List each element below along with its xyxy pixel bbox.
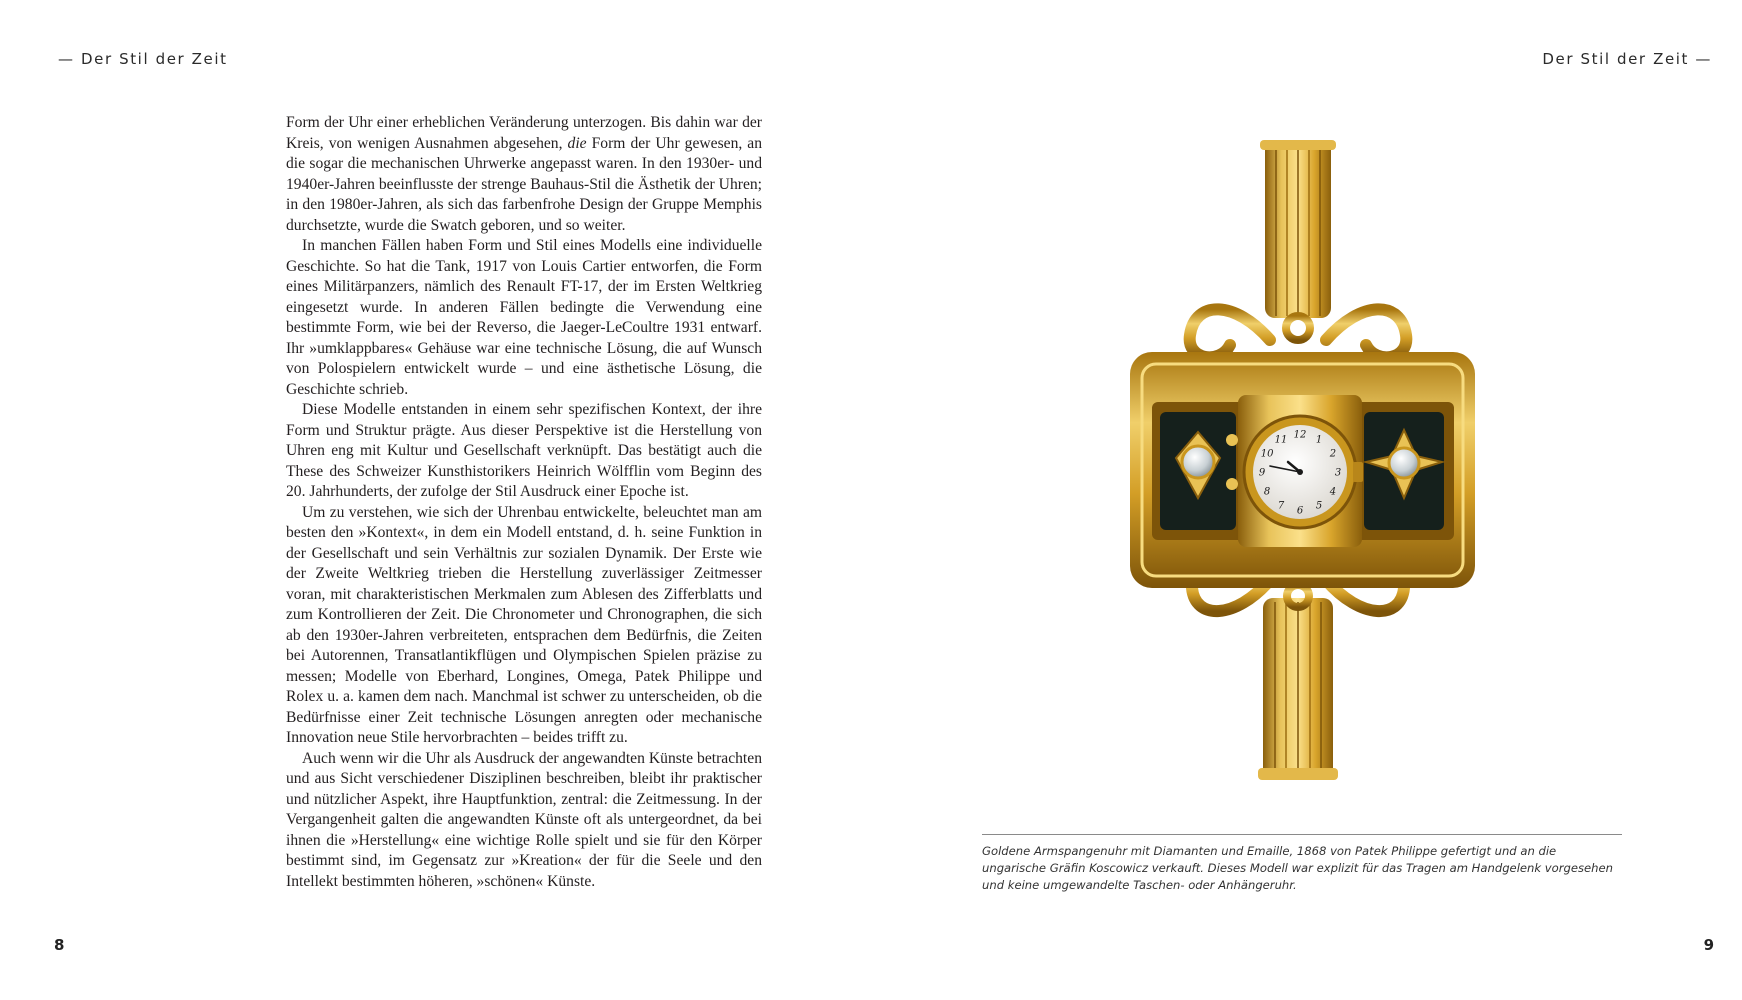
paragraph-5: Auch wenn wir die Uhr als Ausdruck der angewandten Künste betrachten und aus Sicht verschiedener Disziplinen beschreiben, bleibt ihr praktischer und nützlicher Aspekt, ihre Hauptfunktion, zentral: die Zeitmessung. In der Vergangenheit galten die angewandten Künste oft als untergeordnet, da bei ihnen die »Herstellung« eine wichtige Rolle spielt und sie für den Körper bestimmt sind, im Gegensatz zur »Kreation« der für die Seele und den Intellekt bestimmten höheren, »schönen« Künste. xyxy=(286,749,762,890)
dial-numeral: 2 xyxy=(1329,448,1337,460)
lower-band xyxy=(1258,598,1338,780)
dial-numeral: 4 xyxy=(1329,486,1337,498)
running-head-right: Der Stil der Zeit — xyxy=(1542,50,1712,68)
watch-photo xyxy=(1120,140,1500,780)
dial-numeral: 10 xyxy=(1260,448,1274,460)
bangle-watch-illustration xyxy=(1120,140,1500,780)
paragraph-3: Diese Modelle entstanden in einem sehr spezifischen Kontext, der ihre Form und Struktur prägte. Aus dieser Perspektive ist die Herstellung von Uhren eng mit Kultur und Gesellschaft verknüpft. Das bestätigt auch die These des Schweizer Kunsthistorikers Heinrich Wölfflin vom Beginn des 20. Jahrhunderts, der zufolge der Stil Ausdruck einer Epoche ist. xyxy=(286,401,762,500)
dial-numeral: 1 xyxy=(1315,434,1323,446)
upper-band xyxy=(1260,140,1336,318)
page-number-left: 8 xyxy=(54,936,65,954)
paragraph-1: Form der Uhr einer erheblichen Veränderung unterzogen. Bis dahin war der Kreis, von wenigen Ausnahmen abgesehen, die Form der Uhr gewesen, an die sogar die mechanischen Uhrwerke angepasst waren. In den 1930er- und 1940er-Jahren beeinflusste der strenge Bauhaus-Stil die Ästhetik der Uhren; in den 1980er-Jahren, als sich das farbenfrohe Design der Gruppe Memphis durchsetzte, wurde die Swatch geboren, und so weiter. xyxy=(286,114,763,234)
dial-numeral: 6 xyxy=(1296,505,1304,517)
page-number-right: 9 xyxy=(1703,936,1714,954)
winding-crown xyxy=(1353,462,1363,482)
dial-numeral: 3 xyxy=(1334,467,1342,479)
upper-scrollwork xyxy=(1190,309,1407,357)
dial-numeral: 8 xyxy=(1263,486,1271,498)
emphasis-die: die xyxy=(567,134,587,152)
dial-numeral: 9 xyxy=(1258,467,1266,479)
figure-caption: Goldene Armspangenuhr mit Diamanten und Emaille, 1868 von Patek Philippe gefertigt und an die ungarische Gräfin Koscowicz verkauft. Dieses Modell war explizit für das Tragen am Handgelenk vorgesehen und keine umgewandelte Taschen- oder Anhängeruhr. xyxy=(982,844,1614,892)
dial-numeral: 5 xyxy=(1315,500,1323,512)
dial-numeral: 7 xyxy=(1277,500,1285,512)
dial-numeral: 11 xyxy=(1274,434,1288,446)
caption-rule xyxy=(982,834,1622,835)
paragraph-4: Um zu verstehen, wie sich der Uhrenbau entwickelte, beleuchtet man am besten den »Kontext«, in dem ein Modell entstand, d. h. seine Funktion in der Gesellschaft und sein Verhältnis zur sozialen Dynamik. Der Erste wie der Zweite Weltkrieg trieben die Herstellung zuverlässiger Zeitmesser voran, mit charakteristischen Merkmalen zum Ablesen des Zifferblatts und zum Kontrollieren der Zeit. Die Chronometer und Chronographen, die sich ab den 1930er-Jahren verbreiteten, entsprachen dem Bedürfnis, die Zeiten bei Autorennen, Transatlantikflügen und Olympischen Spielen präzise zu messen; Modelle von Eberhard, Longines, Omega, Patek Philippe und Rolex u. a. kamen dem nach. Manchmal ist schwer zu unterscheiden, ob die Bedürfnisse einer Zeit technische Lösungen anregten oder mechanische Innovation neue Stile hervorbrachten – beides trifft zu. xyxy=(286,503,762,746)
dial-numeral: 12 xyxy=(1293,429,1307,441)
running-head-left: — Der Stil der Zeit xyxy=(58,50,228,68)
paragraph-2: In manchen Fällen haben Form und Stil eines Modells eine individuelle Geschichte. So hat die Tank, 1917 von Louis Cartier entworfen, die Form eines Militärpanzers, nämlich des Renault FT-17, der im Ersten Weltkrieg eingesetzt wurde. In anderen Fällen bedingte die Verwendung eine bestimmte Form, wie bei der Reverso, die Jaeger-LeCoultre 1931 entwarf. Ihr »umklappbares« Gehäuse war eine technische Lösung, die auf Wunsch von Polospielern entwickelt wurde – und eine ästhetische Lösung, die Geschichte schrieb. xyxy=(286,237,762,398)
body-text-column xyxy=(286,113,762,892)
